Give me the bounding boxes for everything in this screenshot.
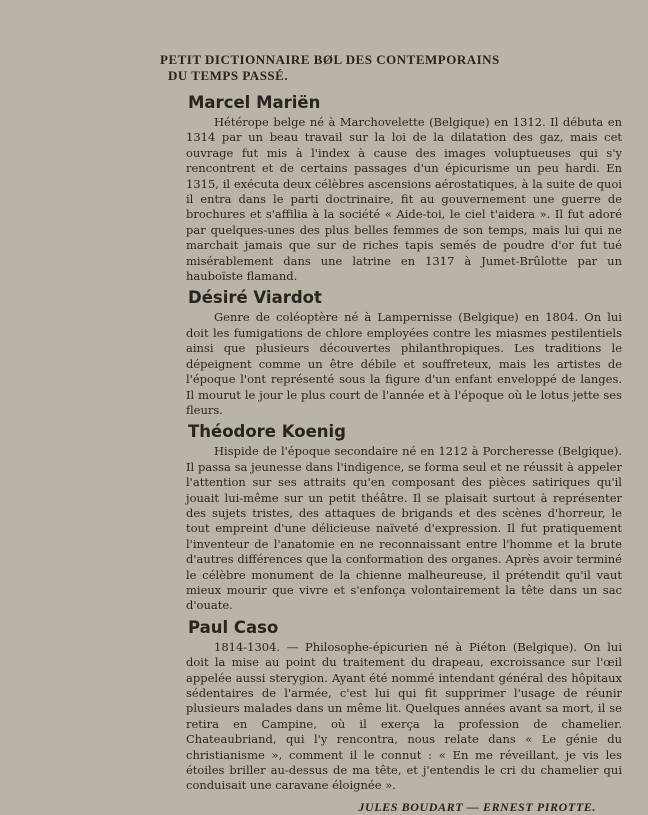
entry-name: Paul Caso [188, 617, 279, 637]
entry-text: Hispide de l'époque secondaire né en 1212 à Porcheresse (Belgique). Il passa sa jeunesse dans l'indigence, se forma seul et ne réussit à appeler l'attention sur ses attraits qu'en composant des pièces satiriques qu'il jouait lui-même sur un petit théâtre. Il se plaisait surtout à représenter des sujets tristes, des attaques de brigands et des scènes d'horreur, le tout empreint d'une délicieuse naïveté d'expression. Il fut pratiquement l'inventeur de l'anatomie en ne reconnaissant entre l'homme et la brute d'autres différences que la conformation des organes. Après avoir terminé le célèbre monument de la chienne malheureuse, il prétendit qu'il vaut mieux mourir que vivre et s'enfonça volontairement la tête dans un sac d'ouate. [186, 444, 622, 613]
header-title-line-2: DU TEMPS PASSÉ. [168, 68, 289, 83]
entry-paul-caso [186, 617, 622, 794]
entry-text: 1814-1304. — Philosophe-épicurien né à Piéton (Belgique). On lui doit la mise au point du traitement du drapeau, excroissance sur l'œil appelée aussi sterygion. Ayant été nommé intendant général des hôpitaux sédentaires de l'armée, c'est lui qui fit supprimer l'usage de réunir plusieurs malades dans un même lit. Quelques années avant sa mort, il se retira en Campine, où il exerça la profession de chamelier. Chateaubriand, qui l'y rencontra, nous relate dans « Le génie du christianisme », comment il le connut : « En me réveillant, je vis les étoiles briller au-dessus de ma tête, et j'entendis le cri du chamelier qui conduisait une caravane éloignée ». [186, 639, 622, 793]
page-header [160, 52, 622, 84]
entry-desire-viardot [186, 287, 622, 418]
entry-name: Désiré Viardot [188, 288, 322, 308]
entry-name: Marcel Mariën [188, 93, 321, 112]
entry-text: Genre de coléoptère né à Lampernisse (Belgique) en 1804. On lui doit les fumigations de chlore employées contre les miasmes pestilentiels ainsi que plusieurs découvertes philanthropiques. Les traditions le dépeignent comme un être débile et souffreteux, mais les artistes de l'époque l'ont représenté sous la figure d'un enfant enveloppé de langes. Il mourut le jour le plus court de l'année et à l'époque où le lotus jette ses fleurs. [186, 310, 622, 417]
header-title-line-1: PETIT DICTIONNAIRE BØL DES CONTEMPORAINS [160, 52, 500, 67]
entry-name: Théodore Koenig [188, 422, 346, 442]
entry-theodore-koenig [186, 421, 622, 613]
entry-marcel-marien [186, 92, 622, 284]
entry-text: Hétérope belge né à Marchovelette (Belgique) en 1312. Il débuta en 1314 par un beau travail sur la loi de la dilatation des gaz, mais cet ouvrage fut mis à l'index à cause des images voluptueuses qui s'y rencontrent et de certains passages d'un épicurisme un peu hardi. En 1315, il exécuta deux célèbres ascensions aérostatiques, à la suite de quoi il entra dans le parti doctrinaire, fit au gouvernement une guerre de brochures et s'affilia à la société « Aide-toi, le ciel t'aidera ». Il fut adoré par quelques-unes des plus belles femmes de son temps, mais lui qui ne marchait jamais que sur de riches tapis semés de poudre d'or fut tué misérablement dans une latrine en 1317 à Jumet-Brûlotte par un hauboïste flamand. [186, 115, 622, 284]
signature: JULES BOUDART — ERNEST PIROTTE. [358, 799, 596, 814]
